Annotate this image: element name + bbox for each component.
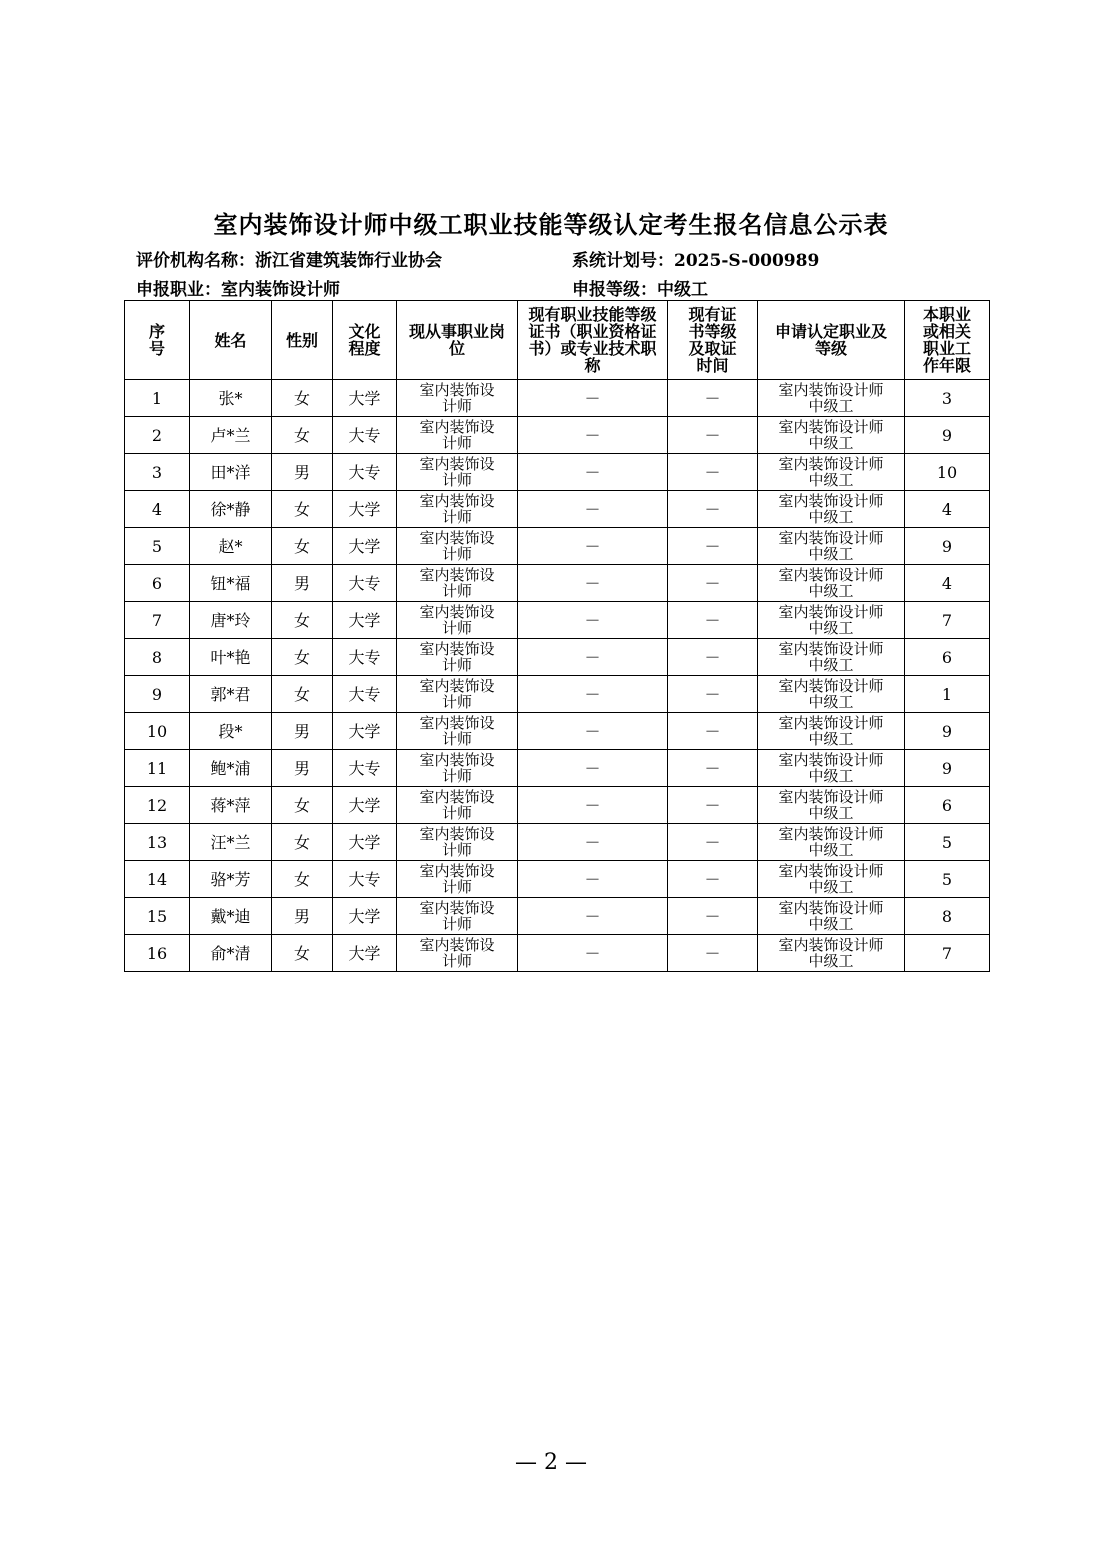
cell-position: 室内装饰设计师 <box>397 491 518 528</box>
cell-name: 郭*君 <box>190 676 272 713</box>
cell-education: 大学 <box>333 528 397 565</box>
cell-cert-level: － <box>668 935 758 972</box>
cell-seq: 7 <box>125 602 190 639</box>
cell-name: 赵* <box>190 528 272 565</box>
cell-gender: 男 <box>272 454 333 491</box>
cell-cert-level: － <box>668 713 758 750</box>
header-cell-gender: 性别 <box>272 301 333 380</box>
org-value: 浙江省建筑装饰行业协会 <box>255 251 442 271</box>
cell-name: 唐*玲 <box>190 602 272 639</box>
cell-name: 俞*清 <box>190 935 272 972</box>
table-row <box>125 935 990 972</box>
cell-name: 鲍*浦 <box>190 750 272 787</box>
cell-seq: 16 <box>125 935 190 972</box>
cell-certificate: － <box>518 491 668 528</box>
header-cell-apply: 申请认定职业及等级 <box>758 301 905 380</box>
level-value: 中级工 <box>657 280 708 300</box>
cell-position: 室内装饰设计师 <box>397 713 518 750</box>
cell-seq: 6 <box>125 565 190 602</box>
cell-gender: 女 <box>272 380 333 417</box>
cell-certificate: － <box>518 454 668 491</box>
cell-position: 室内装饰设计师 <box>397 565 518 602</box>
header-cell-certificate: 现有职业技能等级证书（职业资格证书）或专业技术职称 <box>518 301 668 380</box>
table-row <box>125 454 990 491</box>
table-row <box>125 639 990 676</box>
org-line <box>136 246 442 271</box>
cell-certificate: － <box>518 417 668 454</box>
cell-seq: 12 <box>125 787 190 824</box>
cell-cert-level: － <box>668 639 758 676</box>
plan-label: 系统计划号： <box>572 251 674 271</box>
table-row <box>125 676 990 713</box>
table-row <box>125 824 990 861</box>
cell-gender: 男 <box>272 750 333 787</box>
cell-apply: 室内装饰设计师中级工 <box>758 750 905 787</box>
cell-gender: 女 <box>272 861 333 898</box>
cell-apply: 室内装饰设计师中级工 <box>758 935 905 972</box>
cell-years: 7 <box>905 935 990 972</box>
table-row <box>125 491 990 528</box>
cell-certificate: － <box>518 565 668 602</box>
cell-years: 5 <box>905 861 990 898</box>
cell-certificate: － <box>518 861 668 898</box>
cell-education: 大学 <box>333 898 397 935</box>
cell-years: 4 <box>905 565 990 602</box>
cell-cert-level: － <box>668 898 758 935</box>
cell-gender: 女 <box>272 639 333 676</box>
cell-apply: 室内装饰设计师中级工 <box>758 824 905 861</box>
cell-years: 6 <box>905 787 990 824</box>
cell-cert-level: － <box>668 565 758 602</box>
cell-education: 大学 <box>333 602 397 639</box>
cell-position: 室内装饰设计师 <box>397 824 518 861</box>
cell-name: 钮*福 <box>190 565 272 602</box>
cell-years: 9 <box>905 750 990 787</box>
table-row <box>125 750 990 787</box>
cell-years: 7 <box>905 602 990 639</box>
cell-years: 6 <box>905 639 990 676</box>
cell-education: 大学 <box>333 824 397 861</box>
cell-position: 室内装饰设计师 <box>397 898 518 935</box>
cell-name: 段* <box>190 713 272 750</box>
cell-certificate: － <box>518 935 668 972</box>
cell-certificate: － <box>518 824 668 861</box>
cell-gender: 女 <box>272 824 333 861</box>
header-cell-name: 姓名 <box>190 301 272 380</box>
table-row <box>125 713 990 750</box>
cell-education: 大专 <box>333 639 397 676</box>
cell-position: 室内装饰设计师 <box>397 602 518 639</box>
plan-line <box>572 246 819 271</box>
job-label: 申报职业： <box>136 280 221 300</box>
cell-apply: 室内装饰设计师中级工 <box>758 861 905 898</box>
cell-name: 田*洋 <box>190 454 272 491</box>
cell-education: 大学 <box>333 787 397 824</box>
cell-name: 骆*芳 <box>190 861 272 898</box>
cell-years: 3 <box>905 380 990 417</box>
level-line <box>572 275 708 300</box>
cell-apply: 室内装饰设计师中级工 <box>758 602 905 639</box>
cell-years: 4 <box>905 491 990 528</box>
cell-apply: 室内装饰设计师中级工 <box>758 417 905 454</box>
header-cell-education: 文化程度 <box>333 301 397 380</box>
cell-education: 大学 <box>333 380 397 417</box>
table-row <box>125 417 990 454</box>
table-row <box>125 898 990 935</box>
cell-years: 8 <box>905 898 990 935</box>
cell-position: 室内装饰设计师 <box>397 454 518 491</box>
cell-years: 1 <box>905 676 990 713</box>
job-line <box>136 275 340 300</box>
plan-value: 2025-S-000989 <box>674 251 820 271</box>
cell-position: 室内装饰设计师 <box>397 380 518 417</box>
table-row <box>125 380 990 417</box>
cell-name: 戴*迪 <box>190 898 272 935</box>
cell-seq: 14 <box>125 861 190 898</box>
cell-certificate: － <box>518 380 668 417</box>
cell-certificate: － <box>518 639 668 676</box>
cell-cert-level: － <box>668 417 758 454</box>
cell-apply: 室内装饰设计师中级工 <box>758 676 905 713</box>
cell-certificate: － <box>518 713 668 750</box>
cell-position: 室内装饰设计师 <box>397 935 518 972</box>
cell-seq: 10 <box>125 713 190 750</box>
cell-education: 大专 <box>333 750 397 787</box>
cell-gender: 男 <box>272 898 333 935</box>
header-cell-years: 本职业或相关职业工作年限 <box>905 301 990 380</box>
cell-seq: 1 <box>125 380 190 417</box>
cell-apply: 室内装饰设计师中级工 <box>758 528 905 565</box>
cell-cert-level: － <box>668 750 758 787</box>
cell-years: 9 <box>905 417 990 454</box>
cell-name: 汪*兰 <box>190 824 272 861</box>
cell-apply: 室内装饰设计师中级工 <box>758 491 905 528</box>
header-cell-position: 现从事职业岗位 <box>397 301 518 380</box>
cell-seq: 15 <box>125 898 190 935</box>
cell-education: 大学 <box>333 935 397 972</box>
cell-gender: 女 <box>272 787 333 824</box>
cell-gender: 女 <box>272 417 333 454</box>
cell-certificate: － <box>518 528 668 565</box>
page-number: — 2 — <box>515 1450 587 1475</box>
table-row <box>125 861 990 898</box>
cell-position: 室内装饰设计师 <box>397 676 518 713</box>
cell-cert-level: － <box>668 528 758 565</box>
cell-gender: 女 <box>272 528 333 565</box>
cell-name: 蒋*萍 <box>190 787 272 824</box>
cell-seq: 3 <box>125 454 190 491</box>
cell-apply: 室内装饰设计师中级工 <box>758 898 905 935</box>
cell-name: 卢*兰 <box>190 417 272 454</box>
cell-cert-level: － <box>668 491 758 528</box>
applicant-table <box>124 300 990 972</box>
cell-gender: 女 <box>272 676 333 713</box>
cell-education: 大专 <box>333 676 397 713</box>
cell-seq: 11 <box>125 750 190 787</box>
cell-seq: 13 <box>125 824 190 861</box>
cell-cert-level: － <box>668 380 758 417</box>
cell-gender: 女 <box>272 602 333 639</box>
cell-certificate: － <box>518 787 668 824</box>
cell-name: 徐*静 <box>190 491 272 528</box>
cell-gender: 女 <box>272 491 333 528</box>
cell-apply: 室内装饰设计师中级工 <box>758 713 905 750</box>
cell-gender: 女 <box>272 935 333 972</box>
document-title: 室内装饰设计师中级工职业技能等级认定考生报名信息公示表 <box>213 210 889 239</box>
header-cell-cert-level: 现有证书等级及取证时间 <box>668 301 758 380</box>
cell-apply: 室内装饰设计师中级工 <box>758 380 905 417</box>
table-header-row <box>125 301 990 380</box>
cell-position: 室内装饰设计师 <box>397 787 518 824</box>
cell-years: 10 <box>905 454 990 491</box>
cell-apply: 室内装饰设计师中级工 <box>758 639 905 676</box>
cell-cert-level: － <box>668 861 758 898</box>
cell-seq: 5 <box>125 528 190 565</box>
cell-cert-level: － <box>668 787 758 824</box>
level-label: 申报等级： <box>572 280 657 300</box>
table-row <box>125 565 990 602</box>
cell-education: 大学 <box>333 713 397 750</box>
header-cell-seq: 序号 <box>125 301 190 380</box>
cell-years: 5 <box>905 824 990 861</box>
org-label: 评价机构名称： <box>136 251 255 271</box>
cell-education: 大专 <box>333 861 397 898</box>
cell-education: 大专 <box>333 565 397 602</box>
cell-apply: 室内装饰设计师中级工 <box>758 454 905 491</box>
table-row <box>125 528 990 565</box>
cell-cert-level: － <box>668 454 758 491</box>
cell-certificate: － <box>518 602 668 639</box>
cell-seq: 9 <box>125 676 190 713</box>
cell-seq: 4 <box>125 491 190 528</box>
cell-position: 室内装饰设计师 <box>397 528 518 565</box>
job-value: 室内装饰设计师 <box>221 280 340 300</box>
cell-certificate: － <box>518 750 668 787</box>
table-row <box>125 787 990 824</box>
table-row <box>125 602 990 639</box>
cell-seq: 2 <box>125 417 190 454</box>
cell-certificate: － <box>518 676 668 713</box>
cell-position: 室内装饰设计师 <box>397 861 518 898</box>
cell-years: 9 <box>905 528 990 565</box>
cell-education: 大专 <box>333 417 397 454</box>
cell-name: 张* <box>190 380 272 417</box>
cell-education: 大学 <box>333 491 397 528</box>
cell-education: 大专 <box>333 454 397 491</box>
cell-cert-level: － <box>668 824 758 861</box>
cell-apply: 室内装饰设计师中级工 <box>758 787 905 824</box>
cell-position: 室内装饰设计师 <box>397 639 518 676</box>
cell-cert-level: － <box>668 602 758 639</box>
cell-position: 室内装饰设计师 <box>397 417 518 454</box>
cell-gender: 男 <box>272 713 333 750</box>
cell-position: 室内装饰设计师 <box>397 750 518 787</box>
cell-gender: 男 <box>272 565 333 602</box>
cell-certificate: － <box>518 898 668 935</box>
cell-seq: 8 <box>125 639 190 676</box>
cell-name: 叶*艳 <box>190 639 272 676</box>
cell-cert-level: － <box>668 676 758 713</box>
cell-apply: 室内装饰设计师中级工 <box>758 565 905 602</box>
cell-years: 9 <box>905 713 990 750</box>
